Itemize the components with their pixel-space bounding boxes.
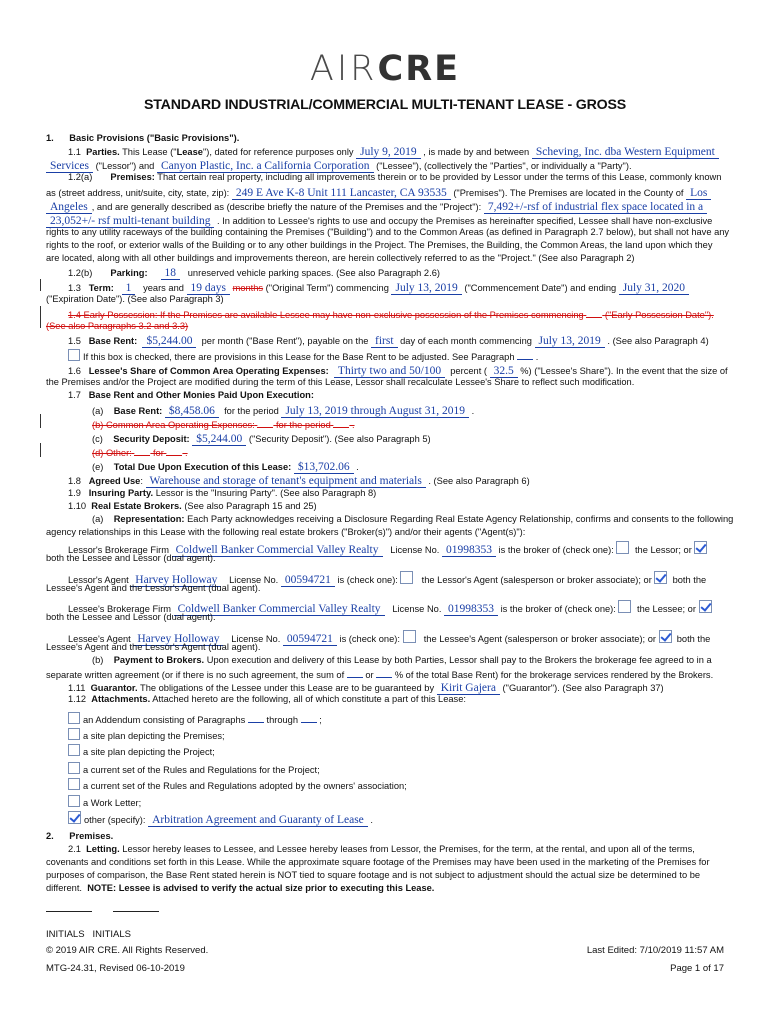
attachment-other-checkbox[interactable] (68, 811, 81, 824)
lessor-brokerage-field[interactable]: Coldwell Banker Commercial Valley Realty (172, 544, 383, 557)
last-edited: Last Edited: 7/10/2019 11:57 AM (586, 945, 724, 956)
checkbox-lessor-agent-lessor[interactable] (400, 571, 413, 584)
para-1-2a-line4: 23,052+/- rsf multi-tenant building . In addition to Lessee's rights to use and occupy the Premises as hereinafter specified, Lessee shall have non-exclusive (46, 214, 712, 228)
air-cre-logo (0, 48, 770, 92)
para-1-10a: (a) Representation: Each Party acknowledges receiving a Disclosure Regarding Real Estate Agency Relationship, confirms and consents to the following (92, 514, 734, 524)
para-1-2a: 1.2(a) Premises: That certain real property, including all improvements therein or to be provided by Lessor under the terms of this Lease, commonly known (68, 172, 722, 182)
county-field[interactable]: Los (686, 187, 711, 200)
lessor-name-field[interactable]: Scheving, Inc. dba Western Equipment (532, 146, 719, 159)
para-1-2a-line3: Angeles , and are generally described as (describe briefly the nature of the Premises and the "Project"): 7,492+/-rsf of industrial flex space located in a (46, 200, 707, 214)
para-1-2a-line5: rights to any utility raceways of the building containing the Premises ("Building") and to the Common Areas (as defined in Paragraph 2.7 below), but shall not have any (46, 227, 730, 237)
para-1-4-struck-cont: (See also Paragraphs 3.2 and 3.3) (46, 321, 189, 331)
para-1-2a-line7: are located, along with all other buildings and improvements thereon, are herein collectively referred to as the "Project." (See also Paragraph 2) (46, 253, 635, 263)
attachment-checkbox[interactable] (68, 795, 80, 807)
para-1-3-cont: ("Expiration Date"). (See also Paragraph 3) (46, 294, 224, 304)
county-field-cont[interactable]: Angeles (46, 201, 92, 214)
para-1-3: 1.3 Term: 1 years and 19 days months ("Original Term") commencing July 13, 2019 ("Commencement Date") and ending July 31, 2020 (68, 281, 689, 295)
attachment-rules-project: a current set of the Rules and Regulations for the Project; (68, 762, 320, 777)
para-1-6-cont: the Premises and/or the Project are modified during the term of this Lease, Lessor shall recalculate Lessee's Share to reflect such modification. (46, 377, 635, 387)
logo-text-air: AIR (309, 49, 378, 89)
form-number: MTG-24.31, Revised 06-10-2019 (46, 963, 185, 974)
term-years-field[interactable]: 1 (122, 282, 136, 295)
para-1-4-struck: 1.4 Early Possession: If the Premises are available Lessee may have non-exclusive possession of the Premises commencing ("Early Possession Date"). (68, 310, 714, 320)
para-1-2a-line6: rights to the roof, or exterior walls of the Building or to any other buildings in the Project. The Premises, the Building, the Common Areas, the land upon which they (46, 240, 713, 250)
para-2-1-line4: different. NOTE: Lessee is advised to verify the actual size prior to executing this Lease. (46, 883, 435, 893)
para-1-5-check: If this box is checked, there are provisions in this Lease for the Base Rent to be adjusted. See Paragraph . (68, 349, 538, 364)
lease-date-field[interactable]: July 9, 2019 (356, 146, 421, 159)
lessee-agent-field[interactable]: Harvey Holloway (133, 633, 223, 646)
attachment-rules-association: a current set of the Rules and Regulations adopted by the owners' association; (68, 778, 407, 793)
para-1-7: 1.7 Base Rent and Other Monies Paid Upon Execution: (68, 390, 314, 400)
total-due-field[interactable]: $13,702.06 (294, 461, 354, 474)
checkbox-lessor-agent-dual[interactable] (654, 571, 667, 584)
page-number: Page 1 of 17 (670, 963, 724, 974)
parking-spaces-field[interactable]: 18 (161, 267, 181, 280)
para-1-10a-cont: agency relationships in this Lease with the following real estate brokers ("Broker(s)") and/or their agents ("Agent(s)"): (46, 527, 526, 537)
initials-labels: INITIALS INITIALS (46, 929, 132, 940)
attachment-checkbox[interactable] (68, 744, 80, 756)
lessee-brokerage-field[interactable]: Coldwell Banker Commercial Valley Realty (174, 603, 385, 616)
lessor-agent-field[interactable]: Harvey Holloway (131, 574, 221, 587)
para-1-10b-cont: separate written agreement (or if there is no such agreement, the sum of or % of the total Base Rent) for the brokerage services rendered by the Brokers. (46, 670, 714, 680)
para-2-1-line2: covenants and conditions set forth in this Lease. While the approximate square footage of the Premises may have been used in the marketing of the Premises for (46, 857, 710, 867)
para-1-7e: (e) Total Due Upon Execution of this Lease: $13,702.06 . (92, 461, 359, 473)
attachment-checkbox[interactable] (68, 778, 80, 790)
lessee-name-field[interactable]: Canyon Plastic, Inc. a California Corporation (157, 160, 374, 173)
section-2-heading: 2. Premises. (46, 831, 114, 841)
checkbox-lessee-agent-lessee[interactable] (403, 630, 416, 643)
lessee-brokerage-row: Lessee's Brokerage Firm Coldwell Banker Commercial Valley Realty License No. 01998353 is the broker of (check one): the Lessee; or (68, 600, 712, 616)
security-deposit-field[interactable]: $5,244.00 (192, 433, 246, 446)
checkbox-lessee-broker-lessee[interactable] (618, 600, 631, 613)
lessor-agent-row: Lessor's Agent Harvey Holloway License No. 00594721 is (check one): the Lessor's Agent (salesperson or broker associate); or both the (68, 571, 706, 587)
attachment-site-plan-premises: a site plan depicting the Premises; (68, 728, 225, 743)
share-percent-field[interactable]: 32.5 (490, 365, 518, 378)
para-1-6: 1.6 Lessee's Share of Common Area Operating Expenses: Thirty two and 50/100 percent ( 32.5 %) ("Lessee's Share"). In the event that the size of (68, 365, 728, 377)
premises-address-field[interactable]: 249 E Ave K-8 Unit 111 Lancaster, CA 93535 (232, 187, 451, 200)
fee-sum-field[interactable] (347, 668, 363, 678)
revision-bar (40, 279, 41, 291)
para-1-7d-struck: (d) Other: for . (92, 448, 188, 458)
expiration-date-field[interactable]: July 31, 2020 (619, 282, 689, 295)
premises-description-field[interactable]: 7,492+/-rsf of industrial flex space located in a (484, 201, 707, 214)
lessor-agent-license-field[interactable]: 00594721 (281, 574, 335, 587)
premises-description-field-cont[interactable]: 23,052+/- rsf multi-tenant building (46, 215, 214, 228)
share-words-field[interactable]: Thirty two and 50/100 (334, 365, 445, 378)
para-1-2b: 1.2(b) Parking: 18 unreserved vehicle parking spaces. (See also Paragraph 2.6) (68, 267, 440, 279)
attachment-site-plan-project: a site plan depicting the Project; (68, 744, 215, 759)
para-1-10b: (b) Payment to Brokers. Upon execution and delivery of this Lease by both Parties, Lessor shall pay to the Brokers the brokerage fee agreed to in a (92, 655, 712, 665)
para-1-1: 1.1 Parties. This Lease ("Lease"), dated for reference purposes only July 9, 2019 , is made by and between Scheving, Inc. dba Western Equipment (68, 145, 719, 159)
para-1-7a: (a) Base Rent: $8,458.06 for the period July 13, 2019 through August 31, 2019 . (92, 405, 475, 417)
initials-line-1[interactable] (46, 911, 92, 912)
para-2-1-line3: purposes of comparison, the Base Rent stated herein is NOT tied to square footage and is not subject to adjustment should the actual size be determined to be (46, 870, 701, 880)
para-1-5: 1.5 Base Rent: $5,244.00 per month ("Base Rent"), payable on the first day of each month commencing July 13, 2019 . (See also Paragraph 4) (68, 335, 709, 347)
execution-rent-field[interactable]: $8,458.06 (165, 405, 219, 418)
attachment-work-letter: a Work Letter; (68, 795, 141, 810)
commencement-date-field[interactable]: July 13, 2019 (391, 282, 461, 295)
base-rent-field[interactable]: $5,244.00 (142, 335, 196, 348)
lessor-brokerage-dual: both the Lessee and Lessor (dual agent). (46, 553, 216, 563)
rent-adjust-checkbox[interactable] (68, 349, 80, 361)
para-1-11: 1.11 Guarantor. The obligations of the Lessee under this Lease are to be guaranteed by Kirit Gajera ("Guarantor"). (See also Paragraph 37) (68, 682, 664, 694)
agreed-use-field[interactable]: Warehouse and storage of tenant's equipment and materials (146, 475, 426, 488)
para-1-2a-line2: as (street address, unit/suite, city, state, zip): 249 E Ave K-8 Unit 111 Lancaster, CA 93535 ("Premises"). The Premises are located in the County of Los (46, 186, 711, 200)
fee-percent-field[interactable] (376, 668, 392, 678)
checkbox-lessor-broker-lessor[interactable] (616, 541, 629, 554)
checkbox-lessee-agent-dual[interactable] (659, 630, 672, 643)
attachment-addendum: an Addendum consisting of Paragraphs through ; (68, 712, 322, 727)
checkbox-lessor-broker-dual[interactable] (694, 541, 707, 554)
checkbox-lessee-broker-dual[interactable] (699, 600, 712, 613)
initials-line-2[interactable] (113, 911, 159, 912)
para-1-12: 1.12 Attachments. Attached hereto are the following, all of which constitute a part of this Lease: (68, 694, 466, 704)
attachment-checkbox[interactable] (68, 728, 80, 740)
para-1-7b-struck: (b) Common Area Operating Expenses: for the period . (92, 420, 355, 430)
para-1-7c: (c) Security Deposit: $5,244.00 ("Security Deposit"). (See also Paragraph 5) (92, 433, 431, 445)
rent-commence-date-field[interactable]: July 13, 2019 (535, 335, 605, 348)
lessee-agent-license-field[interactable]: 00594721 (283, 633, 337, 646)
para-1-10: 1.10 Real Estate Brokers. (See also Paragraph 15 and 25) (68, 501, 317, 511)
revision-bar (40, 443, 41, 457)
lessor-brokerage-row: Lessor's Brokerage Firm Coldwell Banker Commercial Valley Realty License No. 01998353 is the broker of (check one): the Lessor; or (68, 541, 707, 557)
document-title: STANDARD INDUSTRIAL/COMMERCIAL MULTI-TENANT LEASE - GROSS (144, 97, 626, 113)
revision-bar (40, 414, 41, 428)
section-1-heading: 1. Basic Provisions ("Basic Provisions"). (46, 133, 240, 143)
para-1-1-cont: Services ("Lessor") and Canyon Plastic, Inc. a California Corporation ("Lessee"), (collectively the "Parties", or individually a "Party"). (46, 159, 632, 173)
attachment-other-field[interactable]: Arbitration Agreement and Guaranty of Lease (148, 814, 368, 827)
lessor-brokerage-license-field[interactable]: 01998353 (442, 544, 496, 557)
rent-day-field[interactable]: first (371, 335, 398, 348)
lessee-brokerage-dual: both the Lessee and Lessor (dual agent). (46, 612, 216, 622)
attachment-other: other (specify): Arbitration Agreement and Guaranty of Lease . (68, 811, 373, 827)
attachment-checkbox[interactable] (68, 712, 80, 724)
execution-period-field[interactable]: July 13, 2019 through August 31, 2019 (281, 405, 469, 418)
revision-bar (40, 306, 41, 328)
lessee-agent-row: Lessee's Agent Harvey Holloway License No. 00594721 is (check one): the Lessee's Agent (salesperson or broker associate); or both the (68, 630, 710, 646)
para-2-1: 2.1 Letting. Lessor hereby leases to Lessee, and Lessee hereby leases from Lessor, the Premises, for the term, at the rental, and upon all of the terms, (68, 844, 695, 854)
para-1-9: 1.9 Insuring Party. Lessor is the "Insuring Party". (See also Paragraph 8) (68, 488, 377, 498)
lessee-agent-dual: Lessee's Agent and the Lessor's Agent (dual agent). (46, 642, 261, 652)
lessor-name-field-cont[interactable]: Services (46, 160, 93, 173)
lessor-agent-dual: Lessee's Agent and the Lessor's Agent (dual agent). (46, 583, 261, 593)
term-days-field[interactable]: 19 days (187, 282, 230, 295)
logo-text-cre: CRE (377, 49, 461, 89)
para-1-8: 1.8 Agreed Use: Warehouse and storage of tenant's equipment and materials . (See also Paragraph 6) (68, 475, 530, 487)
attachment-checkbox[interactable] (68, 762, 80, 774)
guarantor-field[interactable]: Kirit Gajera (437, 682, 500, 695)
lessee-brokerage-license-field[interactable]: 01998353 (444, 603, 498, 616)
copyright: © 2019 AIR CRE. All Rights Reserved. (46, 945, 209, 956)
